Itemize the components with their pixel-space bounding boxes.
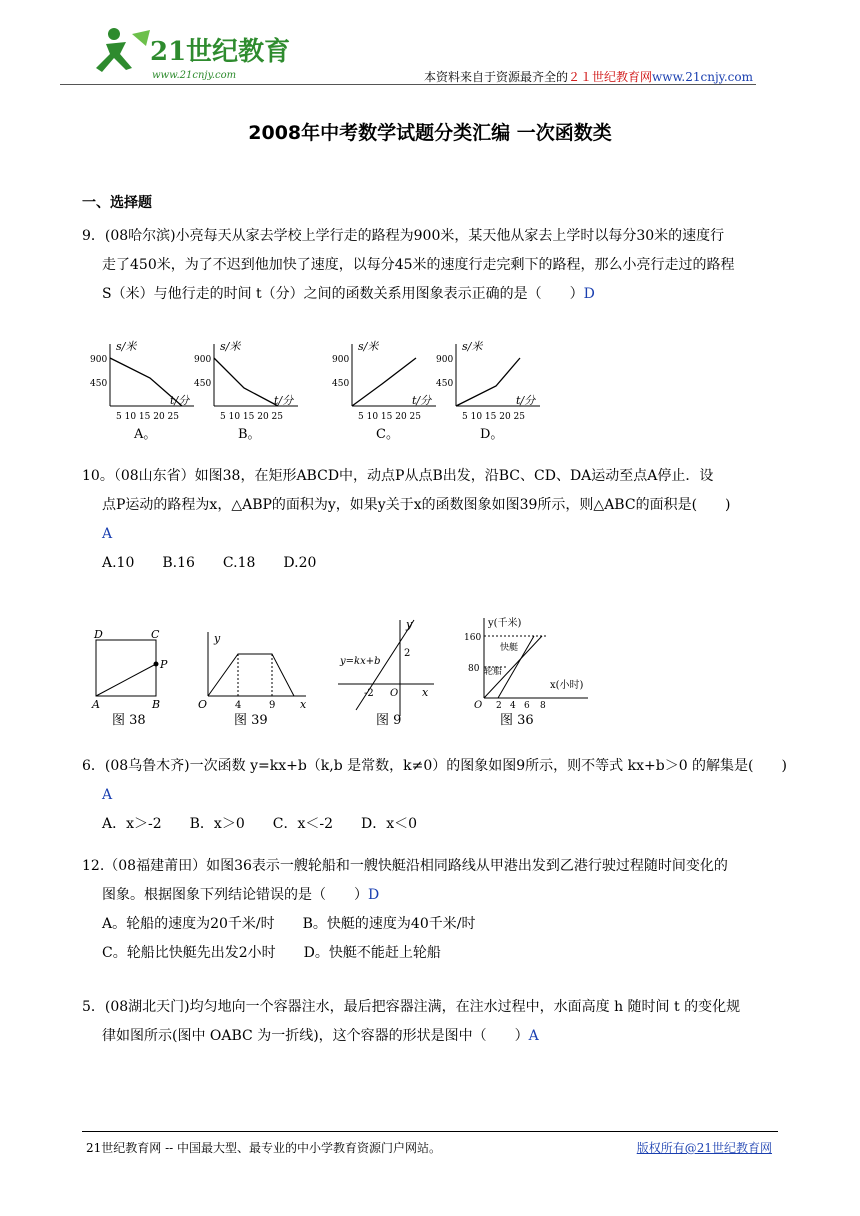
svg-text:y(千米): y(千米) bbox=[488, 618, 522, 629]
question-5: 5．(08湖北天门)均匀地向一个容器注水，最后把容器注满，在注水过程中，水面高度 h 随时间 t 的变化规 律如图所示(图中 OABC 为一折线)，这个容器的形状是图中（ ）A bbox=[82, 999, 741, 1044]
svg-text:80: 80 bbox=[468, 664, 480, 674]
q9-xlabel: t/分 bbox=[412, 394, 432, 407]
q9-ytick: 900 bbox=[436, 355, 454, 365]
q9-graph-c bbox=[332, 340, 436, 442]
svg-text:x: x bbox=[300, 698, 307, 711]
q9-ylabel: s/米 bbox=[220, 340, 241, 353]
q9-xlabel: t/分 bbox=[170, 394, 190, 407]
header-note: 本资料来自于资源最齐全的２１世纪教育网www.21cnjy.com bbox=[424, 70, 753, 84]
svg-text:B: B bbox=[152, 698, 161, 711]
q9-ytick: 450 bbox=[90, 379, 108, 389]
figure-38 bbox=[91, 628, 168, 728]
figure-38-caption: 图 38 bbox=[112, 713, 146, 728]
figure-36 bbox=[464, 616, 588, 728]
q9-caption: C。 bbox=[376, 427, 399, 442]
svg-text:2: 2 bbox=[496, 701, 502, 711]
logo-url: www.21cnjy.com bbox=[152, 70, 237, 81]
q9-ytick: 450 bbox=[194, 379, 212, 389]
answer-q10: A bbox=[102, 526, 113, 542]
svg-text:6: 6 bbox=[524, 701, 530, 711]
answer-q5: A bbox=[528, 1028, 539, 1044]
q9-caption: B。 bbox=[238, 427, 261, 442]
answer-q12: D bbox=[368, 887, 380, 903]
q9-ylabel: s/米 bbox=[358, 340, 379, 353]
question-6: 6．(08乌鲁木齐)一次函数 y=kx+b（k,b 是常数，k≠0）的图象如图9所示，则不等式 kx+b＞0 的解集是( ) A A．x＞-2 B．x＞0 C．x＜-2 D．x＜0 bbox=[82, 752, 792, 839]
q9-caption: A。 bbox=[134, 427, 157, 442]
q10-options: A.10 B.16 C.18 D.20 bbox=[102, 555, 317, 571]
q9-xticks: 5 10 15 20 25 bbox=[220, 412, 283, 422]
figure-9-caption: 图 9 bbox=[376, 713, 402, 728]
q9-graphs bbox=[88, 334, 558, 444]
header-url[interactable]: www.21cnjy.com bbox=[652, 70, 753, 84]
runner-logo-icon bbox=[96, 28, 150, 72]
q9-xlabel: t/分 bbox=[516, 394, 536, 407]
svg-text:4: 4 bbox=[235, 700, 242, 711]
page-title: 2008年中考数学试题分类汇编 一次函数类 bbox=[248, 122, 612, 144]
q9-ytick: 450 bbox=[332, 379, 350, 389]
header-site-name: ２１世纪教育网 bbox=[568, 70, 653, 84]
svg-text:D: D bbox=[94, 628, 103, 641]
svg-text:y: y bbox=[214, 632, 221, 645]
q9-graph-d bbox=[436, 340, 540, 442]
figure-39-caption: 图 39 bbox=[234, 713, 268, 728]
q9-ytick: 450 bbox=[436, 379, 454, 389]
q6-options: A．x＞-2 B．x＞0 C．x＜-2 D．x＜0 bbox=[102, 816, 418, 832]
svg-text:A: A bbox=[92, 698, 100, 711]
q9-graph-a bbox=[90, 340, 194, 442]
svg-text:O: O bbox=[474, 700, 483, 711]
q9-ytick: 900 bbox=[332, 355, 350, 365]
figure-36-caption: 图 36 bbox=[500, 713, 534, 728]
q9-ylabel: s/米 bbox=[462, 340, 483, 353]
figure-9 bbox=[338, 618, 434, 728]
logo-text: 21世纪教育 bbox=[150, 37, 291, 67]
svg-text:-2: -2 bbox=[364, 688, 374, 699]
answer-q9: D bbox=[583, 286, 595, 302]
question-9: 9．(08哈尔滨)小亮每天从家去学校上学行走的路程为900米，某天他从家去上学时以每分30米的速度行 走了450米，为了不迟到他加快了速度，以每分45米的速度行走完剩下的路程，那么小亮行走过的路程 S（米）与他行走的时间 t（分）之间的函数关系用图象表示正确的是（ ）D bbox=[82, 228, 735, 302]
q12-options-2: C。轮船比快艇先出发2小时 D。快艇不能赶上轮船 bbox=[102, 945, 441, 961]
svg-text:y: y bbox=[406, 618, 413, 631]
section-heading: 一、选择题 bbox=[82, 195, 152, 211]
q9-ylabel: s/米 bbox=[116, 340, 137, 353]
svg-text:x(小时): x(小时) bbox=[550, 680, 584, 691]
header-divider bbox=[60, 84, 756, 85]
svg-text:y=kx+b: y=kx+b bbox=[340, 656, 381, 667]
copyright-link[interactable]: 版权所有@21世纪教育网 bbox=[636, 1141, 772, 1155]
question-12: 12.（08福建莆田）如图36表示一艘轮船和一艘快艇沿相同路线从甲港出发到乙港行驶过程随时间变化的 图象。根据图象下列结论错误的是（ ）D A。轮船的速度为20千米/时 B。快艇的速度为40千米/时 C。轮船比快艇先出发2小时 D。快艇不能赶上轮船 bbox=[82, 852, 792, 968]
q9-xticks: 5 10 15 20 25 bbox=[116, 412, 179, 422]
svg-text:P: P bbox=[160, 658, 168, 671]
q9-ytick: 900 bbox=[194, 355, 212, 365]
svg-text:C: C bbox=[151, 628, 160, 641]
svg-text:8: 8 bbox=[540, 701, 546, 711]
q9-xticks: 5 10 15 20 25 bbox=[358, 412, 421, 422]
figure-39 bbox=[198, 632, 307, 728]
q12-options-1: A。轮船的速度为20千米/时 B。快艇的速度为40千米/时 bbox=[102, 916, 476, 932]
site-logo bbox=[92, 24, 292, 84]
svg-text:x: x bbox=[422, 686, 429, 699]
question-10: 10。（08山东省）如图38，在矩形ABCD中，动点P从点B出发，沿BC、CD、DA运动至点A停止．设 点P运动的路程为x，△ABP的面积为y，如果y关于x的函数图象如图39所示，则△ABC的面积是( ) A A.10 B.16 C.18 D.20 bbox=[82, 462, 792, 578]
q9-xlabel: t/分 bbox=[274, 394, 294, 407]
figures-row bbox=[88, 612, 608, 736]
svg-text:160: 160 bbox=[464, 633, 482, 643]
footer-divider bbox=[82, 1131, 778, 1132]
svg-text:4: 4 bbox=[510, 701, 516, 711]
q9-caption: D。 bbox=[480, 427, 504, 442]
q9-xticks: 5 10 15 20 25 bbox=[462, 412, 525, 422]
footer-text: 21世纪教育网 -- 中国最大型、最专业的中小学教育资源门户网站。 bbox=[86, 1141, 442, 1155]
svg-text:2: 2 bbox=[404, 648, 411, 659]
answer-q6: A bbox=[102, 787, 113, 803]
svg-text:轮船: 轮船 bbox=[484, 667, 503, 677]
svg-text:9: 9 bbox=[269, 700, 276, 711]
svg-text:O: O bbox=[390, 688, 399, 699]
q9-graph-b bbox=[194, 340, 298, 442]
svg-text:O: O bbox=[198, 698, 208, 711]
svg-text:快艇: 快艇 bbox=[500, 643, 519, 653]
q9-ytick: 900 bbox=[90, 355, 108, 365]
